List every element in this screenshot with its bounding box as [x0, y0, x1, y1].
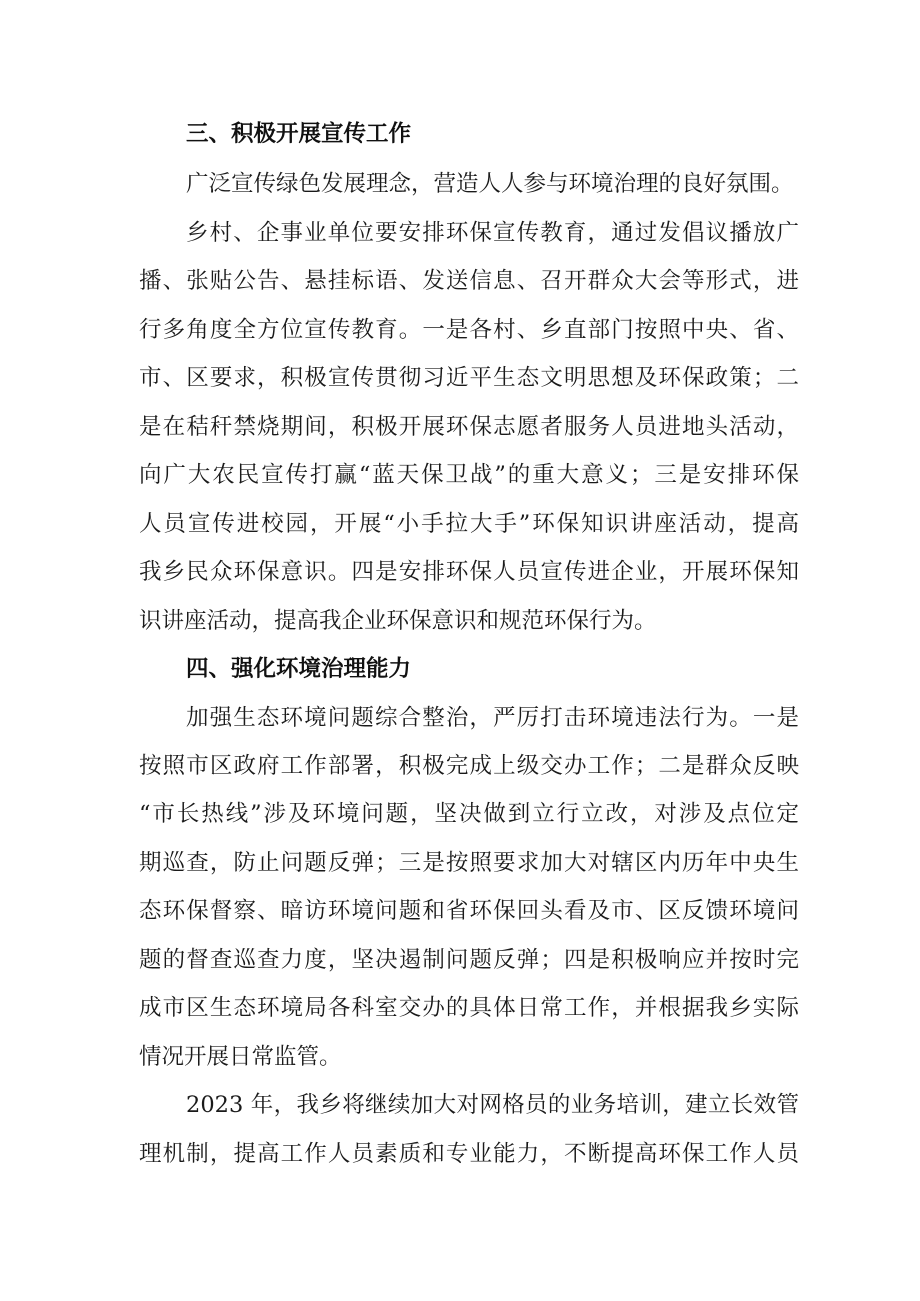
section3-line-8: 我乡民众环保意识。四是安排环保人员宣传进企业，开展环保知 [139, 559, 799, 585]
section4-heading: 四、强化环境治理能力 [186, 656, 412, 682]
section3-line-2: 播、张贴公告、悬挂标语、发送信息、召开群众大会等形式，进 [139, 268, 799, 294]
section3-line-4: 市、区要求，积极宣传贯彻习近平生态文明思想及环保政策；二 [139, 365, 799, 391]
closing-line-1: 2023 年，我乡将继续加大对网格员的业务培训，建立长效管 [186, 1092, 799, 1118]
section4-line-7: 成市区生态环境局各科室交办的具体日常工作，并根据我乡实际 [139, 995, 799, 1021]
section3-line-5: 是在秸秆禁烧期间，积极开展环保志愿者服务人员进地头活动， [139, 414, 799, 440]
section4-line-2: 按照市区政府工作部署，积极完成上级交办工作；二是群众反映 [139, 753, 799, 779]
section4-line-6: 题的督查巡查力度，坚决遏制问题反弹；四是积极响应并按时完 [139, 947, 799, 973]
section4-line-4: 期巡查，防止问题反弹；三是按照要求加大对辖区内历年中央生 [139, 850, 799, 876]
section3-summary: 广泛宣传绿色发展理念，营造人人参与环境治理的良好氛围。 [186, 171, 794, 197]
section3-line-6: 向广大农民宣传打赢“蓝天保卫战”的重大意义；三是安排环保 [139, 462, 799, 488]
section3-heading: 三、积极开展宣传工作 [186, 121, 412, 147]
section4-line-8: 情况开展日常监管。 [139, 1044, 342, 1070]
section3-line-3: 行多角度全方位宣传教育。一是各村、乡直部门按照中央、省、 [139, 317, 799, 343]
section4-line-5: 态环保督察、暗访环境问题和省环保回头看及市、区反馈环境问 [139, 898, 799, 924]
section3-line-7: 人员宣传进校园，开展“小手拉大手”环保知识讲座活动，提高 [139, 511, 799, 537]
closing-line-2: 理机制，提高工作人员素质和专业能力，不断提高环保工作人员 [139, 1141, 799, 1167]
section4-line-3: “市长热线”涉及环境问题，坚决做到立行立改，对涉及点位定 [139, 801, 799, 827]
section3-line-9: 识讲座活动，提高我企业环保意识和规范环保行为。 [139, 608, 657, 634]
section3-line-1: 乡村、企事业单位要安排环保宣传教育，通过发倡议播放广 [186, 220, 799, 246]
section4-line-1: 加强生态环境问题综合整治，严厉打击环境违法行为。一是 [186, 705, 799, 731]
